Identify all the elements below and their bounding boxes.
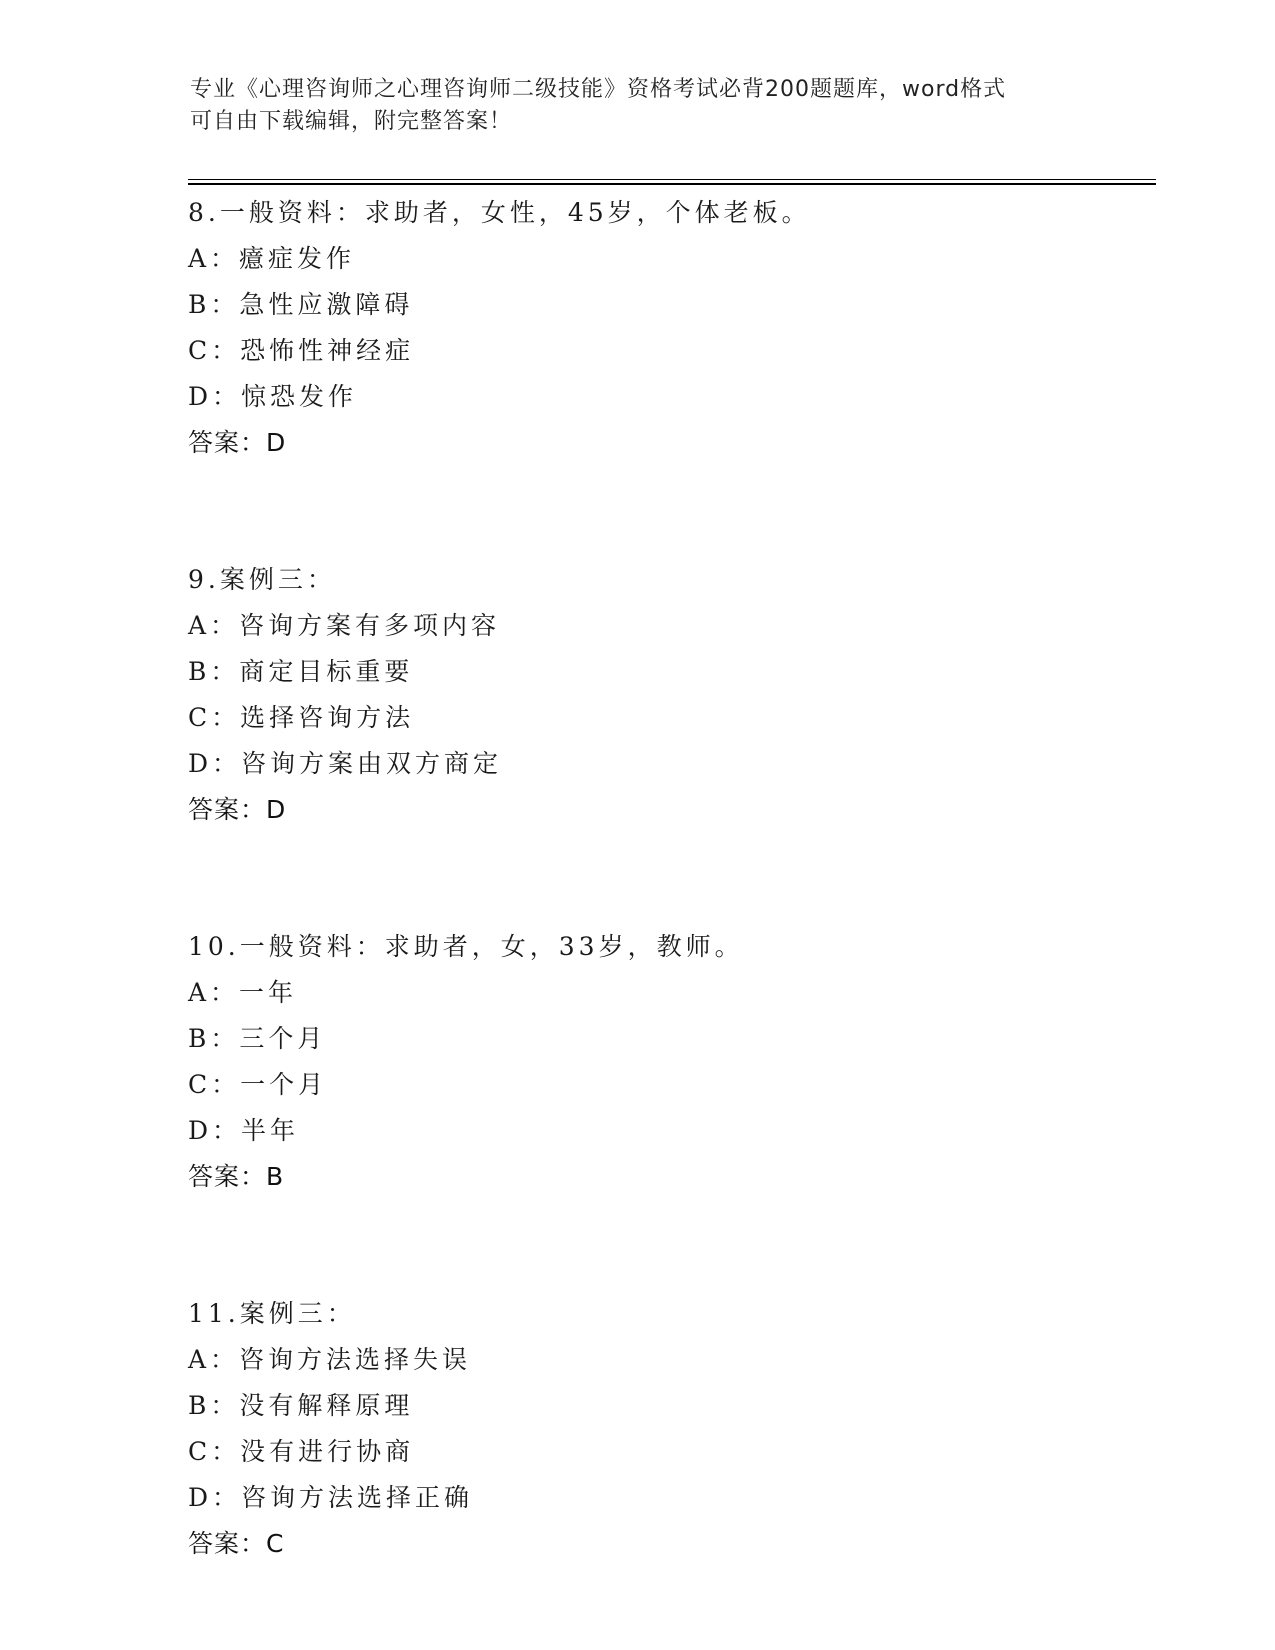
spacer <box>188 1200 1148 1291</box>
option-a: A：咨询方案有多项内容 <box>188 611 501 640</box>
option-c: C：选择咨询方法 <box>188 703 415 732</box>
answer-line: 答案：D <box>188 428 287 457</box>
option-b: B：急性应激障碍 <box>188 290 414 319</box>
option-b: B：商定目标重要 <box>188 657 414 686</box>
header-rule-thick <box>188 183 1156 185</box>
question-list <box>188 190 1148 1567</box>
header-line-1: 专业《心理咨询师之心理咨询师二级技能》资格考试必背200题题库，word格式 <box>190 77 1007 102</box>
question-block <box>188 190 1148 466</box>
question-stem: 8.一般资料：求助者，女性，45岁，个体老板。 <box>188 198 811 227</box>
question-block <box>188 557 1148 833</box>
answer-line: 答案：B <box>188 1162 285 1191</box>
question-stem: 9.案例三： <box>188 565 336 594</box>
document-header <box>190 74 1090 138</box>
option-a: A：咨询方法选择失误 <box>188 1345 472 1374</box>
header-line-2: 可自由下载编辑，附完整答案！ <box>190 109 513 134</box>
option-b: B：三个月 <box>188 1024 327 1053</box>
spacer <box>188 833 1148 924</box>
answer-line: 答案：C <box>188 1529 285 1558</box>
option-c: C：恐怖性神经症 <box>188 336 415 365</box>
option-d: D：半年 <box>188 1116 300 1145</box>
option-d: D：惊恐发作 <box>188 382 358 411</box>
option-a: A：一年 <box>188 978 298 1007</box>
question-block <box>188 924 1148 1200</box>
question-stem: 10.一般资料：求助者，女，33岁，教师。 <box>188 932 744 961</box>
spacer <box>188 466 1148 557</box>
option-b: B：没有解释原理 <box>188 1391 414 1420</box>
answer-line: 答案：D <box>188 795 287 824</box>
option-c: C：没有进行协商 <box>188 1437 415 1466</box>
option-d: D：咨询方案由双方商定 <box>188 749 503 778</box>
option-a: A：癔症发作 <box>188 244 356 273</box>
question-block <box>188 1291 1148 1567</box>
option-c: C：一个月 <box>188 1070 328 1099</box>
option-d: D：咨询方法选择正确 <box>188 1483 474 1512</box>
header-rule-thin <box>188 179 1156 180</box>
question-stem: 11.案例三： <box>188 1299 356 1328</box>
